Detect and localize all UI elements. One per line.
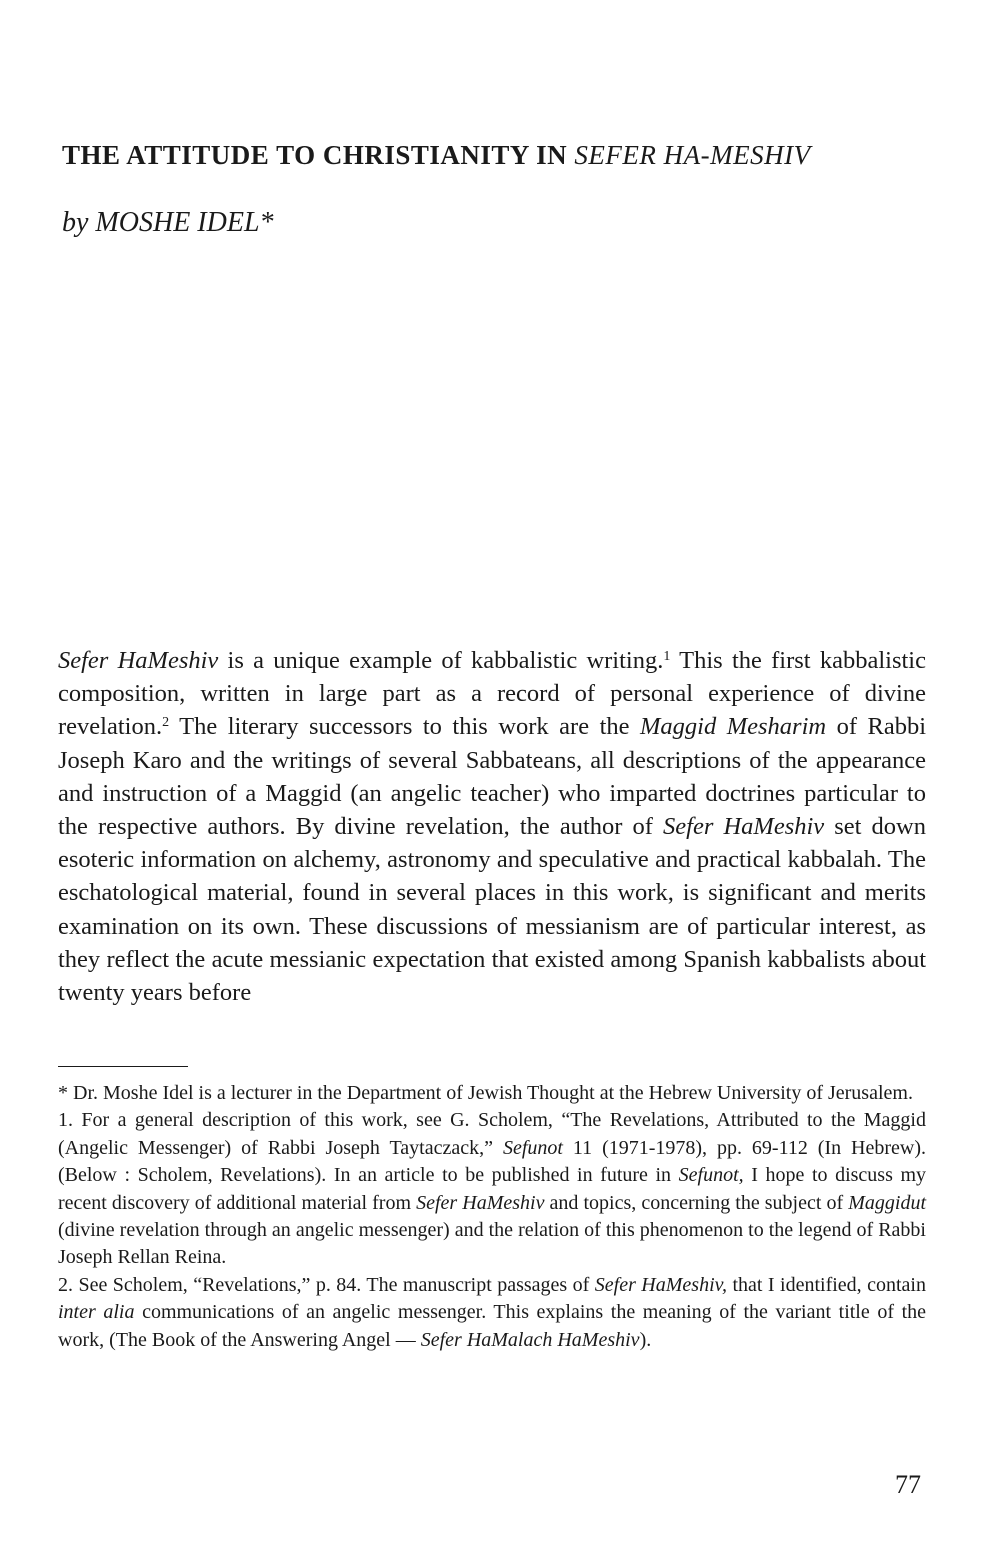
- text-run: 2. See Scholem, “Revelations,” p. 84. The manuscript passages of: [58, 1273, 595, 1296]
- italic-run: Sefer HaMeshiv: [663, 813, 825, 841]
- page-number: 77: [895, 1470, 921, 1499]
- italic-run: Sefer HaMeshiv: [416, 1191, 545, 1214]
- italic-run: Sefer HaMeshiv,: [594, 1273, 728, 1296]
- text-run: This the first kabbalistic composition, written in large part as a record of personal experience of divine revelation.: [58, 647, 926, 741]
- text-run: The literary successors to this work are the: [169, 713, 640, 741]
- footnote-ref: 1: [663, 649, 671, 664]
- text-run: ).: [639, 1328, 652, 1351]
- text-run: I hope to discuss my recent discovery of additional material from: [58, 1164, 926, 1214]
- italic-run: Sefer HaMalach HaMeshiv: [420, 1328, 640, 1351]
- italic-run: Maggidut: [848, 1191, 927, 1214]
- text-run: is a unique example of kabbalistic writing.: [218, 647, 664, 674]
- italic-run: inter alia: [58, 1301, 135, 1324]
- italic-run: Maggid Mesharim: [640, 713, 827, 741]
- text-run: and topics, concerning the subject of: [544, 1191, 849, 1214]
- body-paragraph: [58, 644, 926, 1009]
- footnote-divider: [58, 1066, 188, 1067]
- text-run: communications of an angelic messenger. This explains the meaning of the variant title of the work, (The Book of the Answering Angel —: [58, 1301, 926, 1351]
- italic-run: Sefunot: [502, 1136, 563, 1159]
- article-title: [62, 140, 942, 171]
- footnote-author: [58, 1080, 926, 1107]
- footnote-1: [58, 1107, 926, 1271]
- author-byline: by MOSHE IDEL*: [62, 207, 274, 238]
- title-italic: SEFER HA-MESHIV: [574, 140, 811, 170]
- italic-run: Sefer HaMeshiv: [58, 647, 219, 674]
- text-run: 1. For a general description of this work, see G. Scholem, “The Revelations, Attributed to the Maggid (Angelic Messenger) of Rabbi Joseph Taytaczack,”: [58, 1109, 926, 1159]
- italic-run: Sefunot,: [678, 1164, 744, 1187]
- text-run: * Dr. Moshe Idel is a lecturer in the Department of Jewish Thought at the Hebrew University of Jerusalem.: [58, 1082, 913, 1104]
- footnote-2: [58, 1272, 926, 1354]
- text-run: that I identified, contain: [727, 1273, 926, 1296]
- footnote-ref: 2: [162, 715, 170, 731]
- footnotes: [58, 1080, 926, 1354]
- text-run: of Rabbi Joseph Karo and the writings of several Sabbateans, all descriptions of the appearance and instruction of a Maggid (an angelic teacher) who imparted doctrines particular to the respective authors. By divine revelation, the author of: [58, 713, 927, 841]
- text-run: (divine revelation through an angelic messenger) and the relation of this phenomenon to the legend of Rabbi Joseph Rellan Reina.: [58, 1219, 926, 1269]
- text-run: 11 (1971-1978), pp. 69-112 (In Hebrew). (Below : Scholem, Revelations). In an article to be published in future in: [58, 1136, 926, 1187]
- title-plain: THE ATTITUDE TO CHRISTIANITY IN: [62, 140, 575, 170]
- text-run: set down esoteric information on alchemy, astronomy and speculative and practical kabbalah. The eschatological material, found in several places in this work, is significant and merits examination on its own. These discussions of messianism are of particular interest, as they reflect the acute messianic expectation that existed among Spanish kabbalists about twenty years before: [58, 813, 926, 1007]
